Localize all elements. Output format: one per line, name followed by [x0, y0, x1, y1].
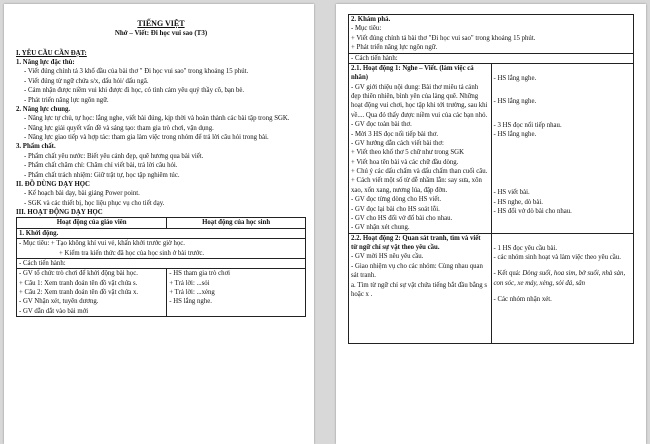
warmup-goals-row	[17, 239, 306, 259]
activity1-teacher-cell	[349, 63, 492, 233]
activities-table-continued	[348, 14, 634, 344]
table-line: + Câu 1: Xem tranh đoán tên đồ vật chứa s.	[19, 279, 138, 287]
column-header-teacher: Hoạt động của giáo viên	[17, 218, 167, 228]
activity2-teacher-cell	[349, 233, 492, 344]
table-line: - GV tổ chức trò chơi để khởi động bài học.	[19, 270, 138, 278]
warmup-procedure-row: - Cách tiến hành:	[17, 258, 306, 268]
page-left-content	[4, 4, 314, 444]
activity2-student-cell	[491, 233, 634, 344]
activity2-title: 2.2. Hoạt động 2: Quan sát tranh, tìm và viết từ ngữ chỉ sự vật theo yêu cầu.	[351, 234, 481, 251]
table-line: - 1 HS đọc yêu cầu bài.	[493, 244, 558, 252]
explore-block	[349, 15, 634, 54]
warmup-block	[17, 228, 306, 238]
paragraph: - Năng lực giao tiếp và hợp tác: tham gia làm việc trong nhóm để trả lời câu hỏi trong bài.	[24, 134, 269, 142]
heading-general-competence: 2. Năng lực chung.	[16, 105, 71, 113]
table-line: - GV Nhận xét, tuyên dương.	[19, 298, 99, 306]
column-header-student: Hoạt động của học sinh	[167, 218, 306, 228]
table-line: - các nhóm sinh hoạt và làm việc theo yêu cầu.	[493, 254, 621, 261]
activity1-title: 2.1. Hoạt động 1: Nghe – Viết. (làm việc cá nhân)	[351, 64, 474, 82]
table-line: - Mời 3 HS đọc nối tiếp bài thơ.	[351, 130, 439, 138]
table-line: - HS lắng nghe.	[493, 74, 537, 82]
table-line: - GV đọc toàn bài thơ.	[351, 121, 412, 129]
paragraph: - Phát triển năng lực ngôn ngữ.	[24, 96, 109, 104]
table-line: - 3 HS đọc nối tiếp nhau.	[493, 121, 562, 129]
table-line: - GV giới thiệu nội dung: Bài thơ miêu tả cảnh đẹp thiên nhiên, bình yên của làng quê. Những hoạt động vui chơi, học tập khi tới trường, sau khi về.... Qua đó thấy được niềm vui của các bạn nhỏ.	[351, 83, 488, 119]
table-line: - GV đọc từng dòng cho HS viết.	[351, 196, 442, 204]
explore-goal-label: - Mục tiêu:	[351, 25, 382, 33]
table-line: - HS lắng nghe.	[493, 98, 537, 106]
paragraph: - Phẩm chất yêu nước: Biết yêu cảnh đẹp, quê hương qua bài viết.	[24, 152, 204, 160]
warmup-title: 1. Khởi động.	[19, 229, 59, 237]
heading-qualities: 3. Phẩm chất.	[16, 143, 56, 151]
table-line: + Viết hoa tên bài và các chữ đầu dòng.	[351, 158, 459, 166]
table-line: - GV dẫn dắt vào bài mới	[19, 307, 89, 315]
warmup-goal: - Mục tiêu: + Tạo không khí vui vẻ, khấn khởi trước giờ học.	[19, 240, 185, 248]
paragraph: - SGK và các thiết bị, học liệu phục vụ cho tiết dạy.	[24, 199, 165, 207]
table-line: - Các nhóm nhận xét.	[493, 296, 552, 304]
lesson-subject-title: TIẾNG VIỆT	[137, 19, 185, 28]
table-line: - HS nghe, dò bài.	[493, 198, 543, 206]
section-materials-heading: II. ĐỒ DÙNG DẠY HỌC	[16, 180, 90, 188]
table-line: + Câu 2: Xem tranh đoán tên đồ vật chứa x.	[19, 289, 139, 297]
section-requirements-heading: I. YÊU CẦU CẦN ĐẠT:	[16, 49, 87, 57]
document-page-left	[4, 4, 314, 444]
paragraph: - Năng lực giải quyết vấn đề và sáng tạo: tham gia trò chơi, vận dụng.	[24, 124, 214, 132]
warmup-teacher-cell	[17, 269, 167, 317]
lesson-title: Nhớ – Viết: Đi học vui sao (T3)	[114, 29, 208, 38]
explore-goal-2: + Phát triển năng lực ngôn ngữ.	[351, 44, 438, 52]
table-line: - HS lắng nghe.	[493, 131, 537, 138]
page-right-content	[336, 4, 646, 444]
result-label: - Kết quả:	[493, 270, 523, 278]
warmup-goal-2: + Kiểm tra kiến thức đã học của học sinh ở bài trước.	[59, 249, 205, 257]
table-line: - GV đọc lại bài cho HS soát lỗi.	[351, 205, 440, 213]
explore-title: 2. Khám phá.	[351, 16, 391, 23]
table-line: - GV hướng dẫn cách viết bài thơ:	[351, 139, 444, 147]
paragraph: - Phẩm chất chăm chỉ: Chăm chỉ viết bài, trả lời câu hỏi.	[24, 162, 178, 170]
paragraph: - Phẩm chất trách nhiệm: Giữ trật tự, học tập nghiêm túc.	[24, 171, 180, 179]
paragraph: - Viết đúng chính tả 3 khổ đầu của bài thơ " Đi học vui sao" trong khoảng 15 phút.	[24, 68, 249, 76]
document-page-right	[336, 4, 646, 444]
warmup-student-cell	[167, 269, 306, 317]
table-line: + Cách viết một số từ dễ nhầm lẫn: say sưa, xôn xao, xốn xang, nương lúa, đập đờn.	[351, 177, 482, 194]
table-line: + Chú ý các dấu chấm và dấu chấm than cuối câu.	[351, 168, 488, 175]
table-line: - GV nhận xét chung.	[351, 224, 410, 232]
result-answer: Dòng suối, hoa sim, bờ suối, nhà sàn, con sóc, xe máy, xẻng, sỏi đá, sân	[493, 270, 626, 287]
activities-table	[16, 217, 306, 317]
explore-procedure-row: - Cách tiến hành:	[349, 53, 634, 63]
paragraph: - Kế hoạch bài dạy, bài giảng Power point.	[24, 190, 140, 198]
activity1-student-cell	[491, 63, 634, 233]
paragraph: - Cảm nhận được niềm vui khi được đi học, có tình cảm yêu quý thầy cô, bạn bè.	[24, 87, 245, 95]
paragraph: - Viết đúng từ ngữ chứa s/x, dấu hỏi/ dấu ngã.	[24, 77, 149, 85]
table-line: - Giao nhiệm vụ cho các nhóm: Cùng nhau quan sát tranh.	[351, 262, 483, 280]
section-activities-heading: III. HOẠT ĐỘNG DẠY HỌC	[16, 209, 103, 217]
result-block	[494, 269, 632, 288]
table-line: - HS tham gia trò chơi	[169, 270, 231, 278]
paragraph: - Năng lực tự chủ, tự học: lắng nghe, viết bài đúng, kịp thời và hoàn thành các bài tập trong SGK.	[24, 115, 290, 123]
table-line: + Viết theo khổ thơ 5 chữ như trong SGK	[351, 149, 464, 157]
explore-goal-1: + Viết đúng chính tả bài thơ "Đi học vui sao" trong khoảng 15 phút.	[351, 34, 536, 42]
table-line: - HS viết bài.	[493, 189, 530, 197]
table-line: - GV cho HS đổi vở đổ bài cho nhau.	[351, 214, 453, 222]
table-line: + Trả lời: ...sỏi	[169, 279, 210, 287]
table-line: a. Tìm từ ngữ chỉ sự vật chứa tiếng bắt đầu bằng s hoặc x .	[351, 281, 487, 298]
heading-specific-competence: 1. Năng lực đặc thù:	[16, 59, 75, 67]
table-line: - HS đổi vở dò bài cho nhau.	[493, 208, 572, 216]
table-line: + Trả lời: ...xẻng	[169, 289, 215, 297]
table-line: - HS lắng nghe.	[169, 298, 212, 306]
table-line: - GV mời HS nêu yêu cầu.	[351, 253, 424, 261]
